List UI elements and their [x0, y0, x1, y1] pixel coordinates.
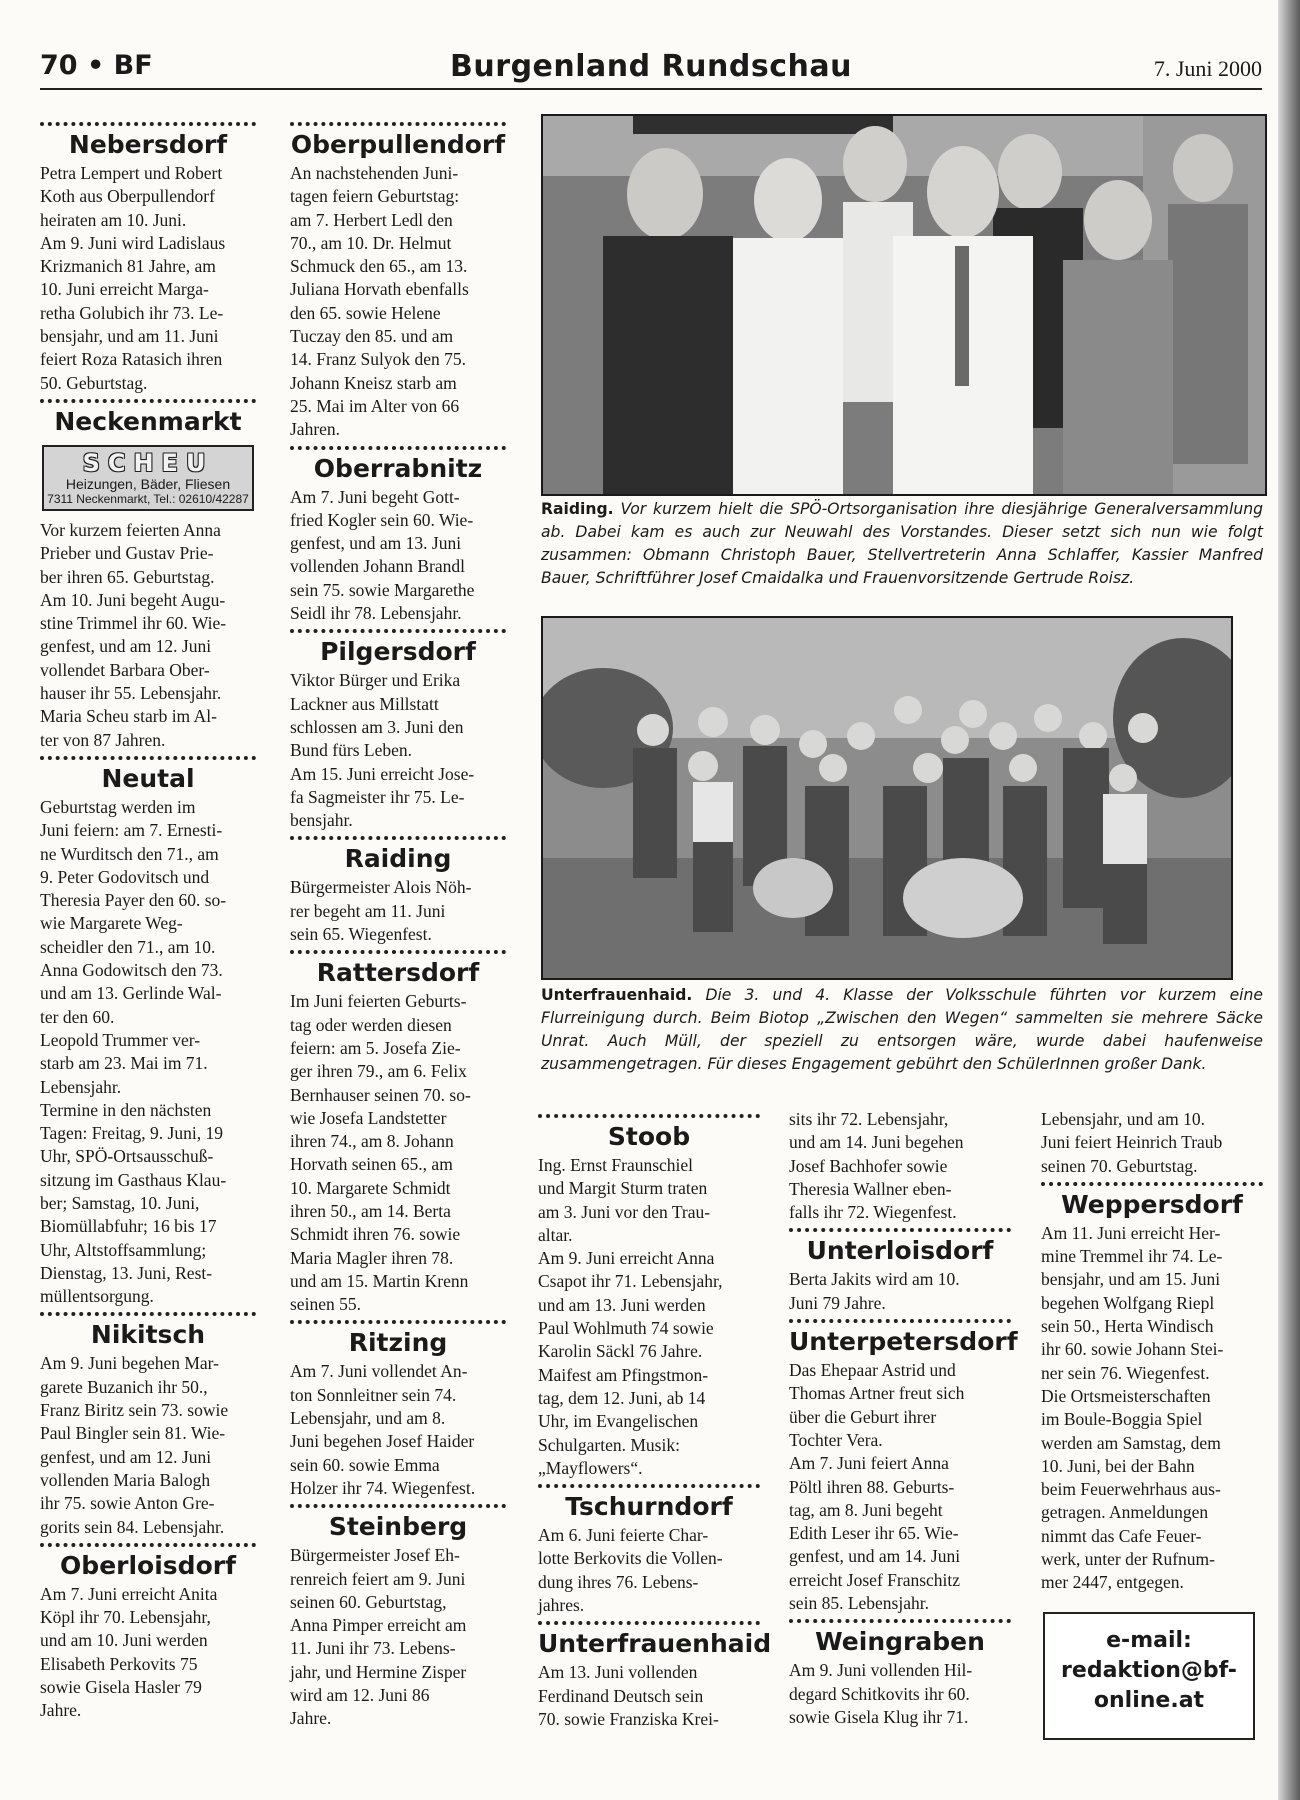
section-title-rattersdorf: Rattersdorf — [316, 958, 480, 988]
section-divider — [290, 1504, 506, 1508]
section-text-unterfrauenhaid: Am 13. Juni vollenden Ferdinand Deutsch sein 70. sowie Franziska Krei- — [538, 1662, 719, 1729]
section-divider — [290, 629, 506, 633]
section-divider — [789, 1228, 1011, 1232]
section-divider — [789, 1319, 1011, 1323]
scheu-advertisement — [42, 445, 254, 511]
section-divider — [40, 399, 256, 403]
section-title-raiding: Raiding — [344, 844, 452, 874]
section-text-weppersdorf: Am 11. Juni erreicht Her- mine Tremmel ihr 74. Le- bensjahr, und am 15. Juni begehen Wolfgang Riepl sein 50., Herta Windisch ihr 60. sowie Johann Stei- ner sein 76. Wiegenfest. Die Ortsmeisterschaften im Boule-Boggia Spiel werden am Samstag, dem 10. Juni, bei der Bahn beim Feuerwehrhaus aus- getragen. Anmeldungen nimmt das Cafe Feuer- werk, unter der Rufnum- mer 2447, entgegen. — [1041, 1222, 1224, 1593]
section-text-tschurndorf: Am 6. Juni feierte Char- lotte Berkovits die Vollen- dung ihres 76. Lebens- jahres. — [538, 1525, 723, 1616]
section-divider — [538, 1484, 760, 1488]
section-divider — [40, 1312, 256, 1316]
section-divider — [538, 1621, 760, 1625]
email-address-line-1: redaktion@bf- — [1061, 1658, 1237, 1683]
section-text-pilgersdorf: Viktor Bürger und Erika Lackner aus Millstatt schlossen am 3. Juni den Bund fürs Leben. Am 15. Juni erreicht Jose- fa Sagmeister ihr 75. Le- bensjahr. — [290, 670, 475, 831]
section-text-oberpullendorf: An nachstehenden Juni- tagen feiern Geburtstag: am 7. Herbert Ledl den 70., am 10. Dr. Helmut Schmuck den 65., am 13. Juliana Horvath ebenfalls den 65. sowie Helene Tuczay den 85. und am 14. Franz Sulyok den 75. Johann Kneisz starb am 25. Mai im Alter von 66 Jahren. — [290, 163, 469, 440]
section-text-weingraben: Am 9. Juni vollenden Hil- degard Schitkovits ihr 60. sowie Gisela Klug ihr 71. — [789, 1660, 973, 1727]
section-title-unterloisdorf: Unterloisdorf — [806, 1236, 994, 1266]
section-text-ritzing: Am 7. Juni vollendet An- ton Sonnleitner sein 74. Lebensjahr, und am 8. Juni begehen Josef Haider sein 60. sowie Emma Holzer ihr 74. Wiegenfest. — [290, 1361, 476, 1498]
section-title-pilgersdorf: Pilgersdorf — [320, 637, 476, 667]
column-2 — [290, 118, 506, 1731]
section-divider — [40, 122, 256, 126]
column-3 — [538, 1110, 772, 1731]
section-title-nikitsch: Nikitsch — [90, 1320, 206, 1350]
ad-company-name: SCHEU — [82, 448, 214, 477]
section-title-steinberg: Steinberg — [328, 1512, 468, 1542]
issue-date: 7. Juni 2000 — [1153, 56, 1262, 81]
ad-business-line: Heizungen, Bäder, Fliesen — [65, 475, 231, 492]
section-text-oberrabnitz: Am 7. Juni begeht Gott- fried Kogler sein 60. Wie- genfest, und am 13. Juni vollenden Johann Brandl sein 75. sowie Margarethe Seidl ihr 78. Lebensjahr. — [290, 486, 475, 624]
section-text-rattersdorf: Im Juni feierten Geburts- tag oder werden diesen feiern: am 5. Josefa Zie- ger ihren 79., am 6. Felix Bernhauser seinen 70. so- wie Josefa Landstetter ihren 74., am 8. Johann Horvath seinen 65., am 10. Margarete Schmidt ihren 50., am 14. Berta Schmidt ihren 76. sowie Maria Magler ihren 78. und am 15. Martin Krenn seinen 55. — [290, 991, 471, 1315]
section-divider — [290, 950, 506, 954]
section-text-neutal: Geburtstag werden im Juni feiern: am 7. Ernesti- ne Wurditsch den 71., am 9. Peter Godovitsch und Theresia Payer den 60. so- wie Margarete Weg- scheidler den 71., am 10. Anna Godowitsch den 73. und am 13. Gerlinde Wal- ter den 60. Leopold Trummer ver- starb am 23. Mai im 71. Lebensjahr. Termine in den nächsten Tagen: Freitag, 9. Juni, 19 Uhr, SPÖ-Ortsausschuß- sitzung im Gasthaus Klau- ber; Samstag, 10. Juni, Biomüllabfuhr; 16 bis 17 Uhr, Altstoffsammlung; Dienstag, 13. Juni, Rest- müllentsorgung. — [40, 796, 227, 1307]
section-divider — [290, 1320, 506, 1324]
photo-raiding-caption — [541, 498, 1263, 590]
column-1 — [40, 118, 256, 1723]
section-text-neckenmarkt: Vor kurzem feierten Anna Prieber und Gustav Prie- ber ihren 65. Geburtstag. Am 10. Juni begeht Augu- stine Trimmel ihr 60. Wie- genfest, und am 12. Juni vollendet Barbara Ober- hauser ihr 55. Lebensjahr. Maria Scheu starb im Al- ter von 87 Jahren. — [40, 519, 227, 750]
caption-place-unterfrauenhaid: Unterfrauenhaid. — [541, 986, 693, 1004]
section-divider — [789, 1619, 1011, 1623]
photo-raiding-group — [541, 114, 1267, 496]
section-text-nikitsch: Am 9. Juni begehen Mar- garete Buzanich ihr 50., Franz Biritz sein 73. sowie Paul Bingler sein 81. Wie- genfest, und am 12. Juni vollenden Maria Balogh ihr 75. sowie Anton Gre- gorits sein 84. Lebensjahr. — [40, 1353, 229, 1537]
section-text-unterloisdorf: Berta Jakits wird am 10. Juni 79 Jahre. — [789, 1269, 960, 1313]
caption-place-raiding: Raiding. — [541, 500, 614, 518]
section-text-stoob: Ing. Ernst Fraunschiel und Margit Sturm traten am 3. Juni vor den Trau- altar. Am 9. Juni erreicht Anna Csapot ihr 71. Lebensjahr, und am 13. Juni werden Paul Wohlmuth 74 sowie Karolin Säckl 76 Jahre. Maifest am Pfingstmon- tag, dem 12. Juni, ab 14 Uhr, im Evangelischen Schulgarten. Musik: „Mayflowers“. — [538, 1155, 723, 1478]
section-text-oberloisdorf: Am 7. Juni erreicht Anita Köpl ihr 70. Lebensjahr, und am 10. Juni werden Elisabeth Perkovits 75 sowie Gisela Hasler 79 Jahre. — [40, 1583, 218, 1721]
scan-edge — [1278, 0, 1300, 1800]
section-text-weingraben-continued: Lebensjahr, und am 10. Juni feiert Heinrich Traub seinen 70. Geburtstag. — [1041, 1109, 1223, 1176]
section-title-oberloisdorf: Oberloisdorf — [60, 1550, 236, 1580]
caption-text-raiding: Vor kurzem hielt die SPÖ-Ortsorganisation ihre diesjährige Generalversammlung ab. Dabei kam es auch zur Neuwahl des Vorstandes. Dieser setzt sich nun wie folgt zusammen: Obmann Christoph Bauer, Stellvertreterin Anna Schlaffer, Kassier Manfred Bauer, Schriftführer Josef Cmaidalka und Frauenvorsitzende Gertrude Roisz. — [541, 500, 1263, 587]
column-4 — [789, 1108, 1018, 1729]
section-text-nebersdorf: Petra Lempert und Robert Koth aus Oberpullendorf heiraten am 10. Juni. Am 9. Juni wird Ladislaus Krizmanich 81 Jahre, am 10. Juni erreicht Marga- retha Golubich ihr 73. Le- bensjahr, und am 11. Juni feiert Roza Ratasich ihren 50. Geburtstag. — [40, 163, 226, 393]
section-text-unterpetersdorf: Das Ehepaar Astrid und Thomas Artner freut sich über die Geburt ihrer Tochter Vera. Am 7. Juni feiert Anna Pöltl ihren 88. Geburts- tag, am 8. Juni begeht Edith Leser ihr 65. Wie- genfest, und am 14. Juni erreicht Josef Franschitz sein 85. Lebensjahr. — [789, 1360, 965, 1614]
section-text-steinberg: Bürgermeister Josef Eh- renreich feiert am 9. Juni seinen 60. Geburtstag, Anna Pimper erreicht am 11. Juni ihr 73. Lebens- jahr, und Hermine Zisper wird am 12. Juni 86 Jahre. — [290, 1545, 467, 1729]
email-contact-box — [1043, 1612, 1255, 1740]
page-header — [40, 48, 1262, 90]
newspaper-title: Burgenland Rundschau — [450, 49, 852, 84]
photo-raiding-image — [543, 116, 1265, 494]
photo-unterfrauenhaid-class — [541, 616, 1233, 980]
section-title-unterpetersdorf: Unterpetersdorf — [789, 1327, 1018, 1357]
section-text-unterfrauenhaid-continued: sits ihr 72. Lebensjahr, und am 14. Juni begehen Josef Bachhofer sowie Theresia Wallner eben- falls ihr 72. Wiegenfest. — [789, 1109, 964, 1223]
section-divider — [290, 446, 506, 450]
email-address-line-2: online.at — [1093, 1688, 1205, 1713]
photo-unterfrauenhaid-caption — [541, 984, 1263, 1076]
section-title-neckenmarkt: Neckenmarkt — [54, 406, 242, 436]
email-label: e-mail: — [1106, 1628, 1192, 1653]
section-divider — [290, 836, 506, 840]
section-text-raiding: Bürgermeister Alois Nöh- rer begeht am 11. Juni sein 65. Wiegenfest. — [290, 877, 472, 945]
section-title-stoob: Stoob — [607, 1122, 691, 1151]
section-title-weppersdorf: Weppersdorf — [1061, 1189, 1243, 1219]
photo-unterfrauenhaid-image — [543, 618, 1231, 978]
section-divider — [290, 122, 506, 126]
section-title-unterfrauenhaid: Unterfrauenhaid — [538, 1629, 772, 1659]
section-title-tschurndorf: Tschurndorf — [565, 1492, 733, 1522]
section-divider — [40, 756, 256, 760]
section-title-oberpullendorf: Oberpullendorf — [290, 130, 506, 159]
section-title-oberrabnitz: Oberrabnitz — [313, 453, 483, 483]
page-number: 70 • BF — [40, 50, 153, 81]
section-divider — [1041, 1182, 1263, 1186]
section-divider — [538, 1114, 760, 1118]
section-title-nebersdorf: Nebersdorf — [68, 130, 228, 159]
column-5 — [1041, 1108, 1263, 1595]
section-title-ritzing: Ritzing — [348, 1328, 448, 1358]
section-divider — [40, 1543, 256, 1547]
section-title-weingraben: Weingraben — [815, 1627, 985, 1657]
caption-text-unterfrauenhaid: Die 3. und 4. Klasse der Volksschule führten vor kurzem eine Flurreinigung durch. Beim Biotop „Zwischen den Wegen“ sammelten sie mehrere Säcke Unrat. Auch Müll, der speziell zu entsorgen wäre, wurde dabei haufenweise zusammengetragen. Für dieses Engagement gebührt den SchülerInnen großer Dank. — [541, 986, 1263, 1073]
ad-contact-line: 7311 Neckenmarkt, Tel.: 02610/42287 — [47, 491, 249, 506]
section-title-neutal: Neutal — [101, 763, 195, 793]
